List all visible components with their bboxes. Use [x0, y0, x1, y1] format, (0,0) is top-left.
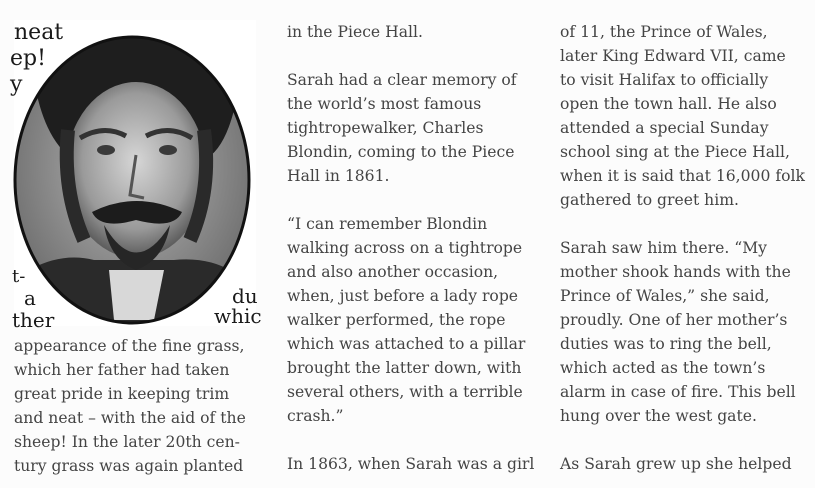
clipping-fragment: y	[10, 72, 23, 97]
paragraph: “I can remember Blondin walking across on a tightrope and also another occasion, when, just before a lady rope walker performed, the rope which was attached to a pillar brought the latter down, with several others, with a terrible crash.”	[287, 215, 526, 425]
paragraph: Sarah saw him there. “My mother shook hands with the Prince of Wales,” she said, proudly. One of her mother’s duties was to ring the bell, which acted as the town’s alarm in case of fire. This bell hung over the west gate.	[560, 239, 796, 425]
paragraph: in the Piece Hall.	[287, 23, 423, 41]
portrait-photo	[10, 20, 262, 332]
clipping-fragment: ther	[12, 308, 55, 332]
column-2	[287, 20, 537, 476]
column-1	[10, 0, 262, 478]
text-line: and neat – with the aid of the	[14, 409, 246, 427]
column-3	[560, 20, 805, 476]
clipping-fragment: t-	[12, 266, 26, 287]
portrait-image	[14, 20, 256, 326]
paragraph: Sarah had a clear memory of the world’s most famous tightropewalker, Charles Blondin, coming to the Piece Hall in 1861.	[287, 71, 517, 185]
text-line: appearance of the fine grass,	[14, 337, 245, 355]
paragraph: In 1863, when Sarah was a girl	[287, 455, 535, 473]
clipping-fragment: du	[232, 284, 258, 308]
text-line: sheep! In the later 20th cen-	[14, 433, 240, 451]
clipping-fragment: a	[24, 286, 36, 310]
paragraph: of 11, the Prince of Wales, later King Edward VII, came to visit Halifax to officially open the town hall. He also attended a special Sunday school sing at the Piece Hall, when it is said that 16,000 folk gathered to greet him.	[560, 23, 805, 209]
clipping-fragment: neat	[14, 20, 64, 45]
text-line: great pride in keeping trim	[14, 385, 230, 403]
paragraph	[14, 334, 259, 478]
clipping-fragment: ep!	[10, 46, 46, 71]
paragraph: As Sarah grew up she helped	[560, 455, 792, 473]
text-line: which her father had taken	[14, 361, 230, 379]
text-line: tury grass was again planted	[14, 457, 244, 475]
clipping-fragment: whic	[214, 304, 262, 328]
